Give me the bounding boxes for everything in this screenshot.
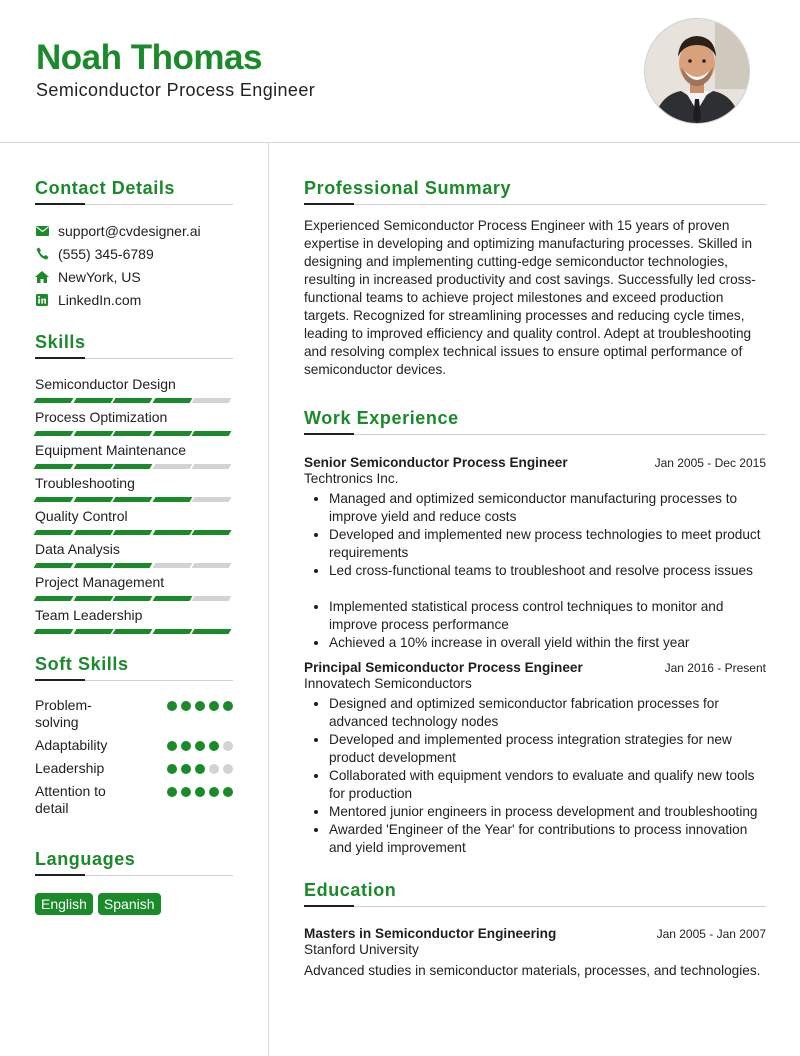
education-section: [304, 878, 766, 980]
rating-dot: [167, 701, 177, 711]
rating-dot: [209, 764, 219, 774]
skill-level-segment: [34, 596, 73, 601]
rating-dot: [209, 787, 219, 797]
skill-level-segment: [34, 398, 73, 403]
skill-item: [35, 374, 233, 407]
skills-section: [35, 330, 233, 638]
job-date: Jan 2016 - Present: [664, 661, 766, 675]
section-rule: [304, 433, 766, 435]
skill-level-segment: [152, 398, 191, 403]
job-company: Innovatech Semiconductors: [304, 676, 472, 691]
skill-level-bars: [35, 431, 233, 436]
email-icon: [35, 224, 49, 238]
skill-level-segment: [152, 431, 191, 436]
soft-skill-rating: [167, 760, 233, 777]
skill-level-segment: [73, 497, 112, 502]
skill-item: [35, 473, 233, 506]
skill-level-segment: [152, 497, 191, 502]
skill-level-segment: [34, 530, 73, 535]
phone-icon: [35, 247, 49, 261]
skill-item: [35, 440, 233, 473]
soft-skill-label: Adaptability: [35, 737, 108, 753]
section-rule: [35, 679, 233, 681]
skill-level-segment: [113, 596, 152, 601]
rating-dot: [181, 787, 191, 797]
section-rule: [35, 203, 233, 205]
skill-level-segment: [113, 563, 152, 568]
skill-label: Semiconductor Design: [35, 376, 176, 392]
skill-item: [35, 572, 233, 605]
left-column: [35, 176, 233, 915]
skill-label: Equipment Maintenance: [35, 442, 186, 458]
job-entry: [304, 660, 766, 857]
skill-level-segment: [192, 596, 231, 601]
job-bullet: • Awarded 'Engineer of the Year' for contributions to process innovation and yield improvement: [329, 821, 766, 857]
skill-level-segment: [73, 596, 112, 601]
skill-level-segment: [152, 629, 191, 634]
soft-skill-label: Problem-solving: [35, 697, 92, 730]
skills-title: Skills: [35, 332, 86, 352]
soft-skill-rating: [167, 697, 233, 731]
right-column: [304, 176, 766, 980]
contact-section: [35, 176, 233, 311]
section-rule: [35, 874, 233, 876]
soft-skill-rating: [167, 783, 233, 817]
skill-level-bars: [35, 464, 233, 469]
skill-level-segment: [34, 497, 73, 502]
skill-level-segment: [113, 497, 152, 502]
contact-location: [35, 265, 233, 288]
skill-level-segment: [192, 497, 231, 502]
contact-title: Contact Details: [35, 178, 176, 198]
soft-skill-label: Leadership: [35, 760, 105, 776]
contact-phone-text: (555) 345-6789: [58, 245, 154, 262]
contact-location-text: NewYork, US: [58, 268, 141, 285]
skill-level-segment: [113, 464, 152, 469]
contact-linkedin[interactable]: [35, 288, 233, 311]
section-rule: [304, 203, 766, 205]
rating-dot: [167, 764, 177, 774]
skill-label: Data Analysis: [35, 541, 120, 557]
section-rule: [35, 357, 233, 359]
summary-text: Experienced Semiconductor Process Engineer with 15 years of proven expertise in developing and optimizing manufacturing processes. Skilled in designing and implementing cutting-edge semiconductor technologies, resulting in increased productivity and cost savings. Successfully led cross-functional teams to achieve project milestones and exceed production targets. Recognized for streamlining processes and reducing cycle times, leading to improved efficiency and quality control. Adept at troubleshooting and resolving complex technical issues to ensure optimal performance of semiconductor devices.: [304, 218, 756, 377]
soft-skill-item: [35, 697, 233, 731]
skill-item: [35, 506, 233, 539]
skill-level-segment: [73, 431, 112, 436]
education-description: Advanced studies in semiconductor materials, processes, and technologies.: [304, 963, 761, 978]
skill-level-bars: [35, 497, 233, 502]
section-rule: [304, 905, 766, 907]
job-bullet: • Achieved a 10% increase in overall yield within the first year: [329, 634, 766, 652]
soft-skill-rating: [167, 737, 233, 754]
skill-level-bars: [35, 563, 233, 568]
soft-skills-section: [35, 652, 233, 817]
language-tag: Spanish: [98, 893, 161, 915]
job-bullets: [304, 695, 766, 857]
skill-level-segment: [73, 398, 112, 403]
rating-dot: [195, 701, 205, 711]
skill-level-segment: [152, 464, 191, 469]
job-title: Senior Semiconductor Process Engineer: [304, 455, 568, 470]
profile-photo-illustration: [645, 19, 749, 123]
rating-dot: [209, 701, 219, 711]
skill-level-segment: [73, 530, 112, 535]
skill-level-segment: [34, 629, 73, 634]
skill-item: [35, 605, 233, 638]
skill-label: Quality Control: [35, 508, 128, 524]
skill-label: Project Management: [35, 574, 165, 590]
work-title: Work Experience: [304, 408, 459, 428]
job-bullet: • Mentored junior engineers in process development and troubleshooting: [329, 803, 766, 821]
languages-section: [35, 847, 233, 915]
education-title: Education: [304, 880, 397, 900]
rating-dot: [223, 787, 233, 797]
summary-title: Professional Summary: [304, 178, 512, 198]
work-section: [304, 406, 766, 857]
rating-dot: [195, 764, 205, 774]
job-bullet: • Designed and optimized semiconductor fabrication processes for advanced technology nodes: [329, 695, 766, 731]
skill-level-segment: [152, 530, 191, 535]
rating-dot: [181, 701, 191, 711]
rating-dot: [223, 701, 233, 711]
skill-level-segment: [192, 563, 231, 568]
skill-label: Troubleshooting: [35, 475, 135, 491]
rating-dot: [167, 787, 177, 797]
job-bullet: • Developed and implemented new process technologies to meet product requirements: [329, 526, 766, 562]
education-entry: [304, 926, 766, 980]
skill-level-segment: [34, 431, 73, 436]
job-title: Principal Semiconductor Process Engineer: [304, 660, 583, 675]
skill-level-segment: [73, 563, 112, 568]
skill-item: [35, 539, 233, 572]
job-bullet: • Managed and optimized semiconductor manufacturing processes to improve yield and reduce costs: [329, 490, 766, 526]
job-bullet: • Implemented statistical process control techniques to monitor and improve process performance: [329, 598, 766, 634]
degree-title: Masters in Semiconductor Engineering: [304, 926, 557, 941]
rating-dot: [223, 764, 233, 774]
skill-label: Team Leadership: [35, 607, 143, 623]
column-divider: [268, 142, 269, 1056]
candidate-name: Noah Thomas: [36, 38, 262, 77]
skill-level-segment: [192, 530, 231, 535]
skill-level-segment: [192, 464, 231, 469]
contact-email-text: support@cvdesigner.ai: [58, 222, 201, 239]
skill-level-segment: [192, 629, 231, 634]
soft-skills-title: Soft Skills: [35, 654, 129, 674]
home-icon: [35, 270, 49, 284]
job-date: Jan 2005 - Dec 2015: [654, 456, 766, 470]
candidate-role: Semiconductor Process Engineer: [36, 80, 316, 100]
skill-level-segment: [152, 596, 191, 601]
rating-dot: [223, 741, 233, 751]
skill-label: Process Optimization: [35, 409, 168, 425]
skill-level-bars: [35, 629, 233, 634]
contact-phone[interactable]: [35, 242, 233, 265]
skill-level-segment: [34, 563, 73, 568]
job-bullet: • Developed and implemented process integration strategies for new product development: [329, 731, 766, 767]
skill-item: [35, 407, 233, 440]
rating-dot: [167, 741, 177, 751]
job-bullet: • Led cross-functional teams to troubleshoot and resolve process issues: [329, 562, 766, 580]
skill-level-segment: [192, 431, 231, 436]
skill-level-segment: [192, 398, 231, 403]
resume-header: [0, 0, 800, 143]
job-company: Techtronics Inc.: [304, 471, 399, 486]
job-entry: [304, 455, 766, 652]
profile-photo: [644, 18, 750, 124]
soft-skill-label: Attention to detail: [35, 783, 106, 816]
education-date: Jan 2005 - Jan 2007: [656, 927, 766, 941]
skill-level-segment: [113, 629, 152, 634]
soft-skill-item: [35, 760, 233, 777]
skill-level-bars: [35, 530, 233, 535]
soft-skill-item: [35, 737, 233, 754]
contact-linkedin-text: LinkedIn.com: [58, 291, 142, 308]
job-bullet: • Collaborated with equipment vendors to evaluate and qualify new tools for production: [329, 767, 766, 803]
language-tag: English: [35, 893, 93, 915]
rating-dot: [195, 741, 205, 751]
skill-level-bars: [35, 596, 233, 601]
skill-level-segment: [152, 563, 191, 568]
skill-level-segment: [34, 464, 73, 469]
school-name: Stanford University: [304, 942, 419, 957]
skill-level-segment: [73, 464, 112, 469]
linkedin-icon: [35, 293, 49, 307]
summary-section: [304, 176, 766, 379]
rating-dot: [181, 764, 191, 774]
skill-level-segment: [113, 398, 152, 403]
skill-level-segment: [113, 431, 152, 436]
rating-dot: [195, 787, 205, 797]
languages-title: Languages: [35, 849, 136, 869]
rating-dot: [181, 741, 191, 751]
job-bullets: [304, 490, 766, 652]
soft-skill-item: [35, 783, 233, 817]
contact-email[interactable]: [35, 219, 233, 242]
skill-level-segment: [113, 530, 152, 535]
skill-level-bars: [35, 398, 233, 403]
rating-dot: [209, 741, 219, 751]
skill-level-segment: [73, 629, 112, 634]
